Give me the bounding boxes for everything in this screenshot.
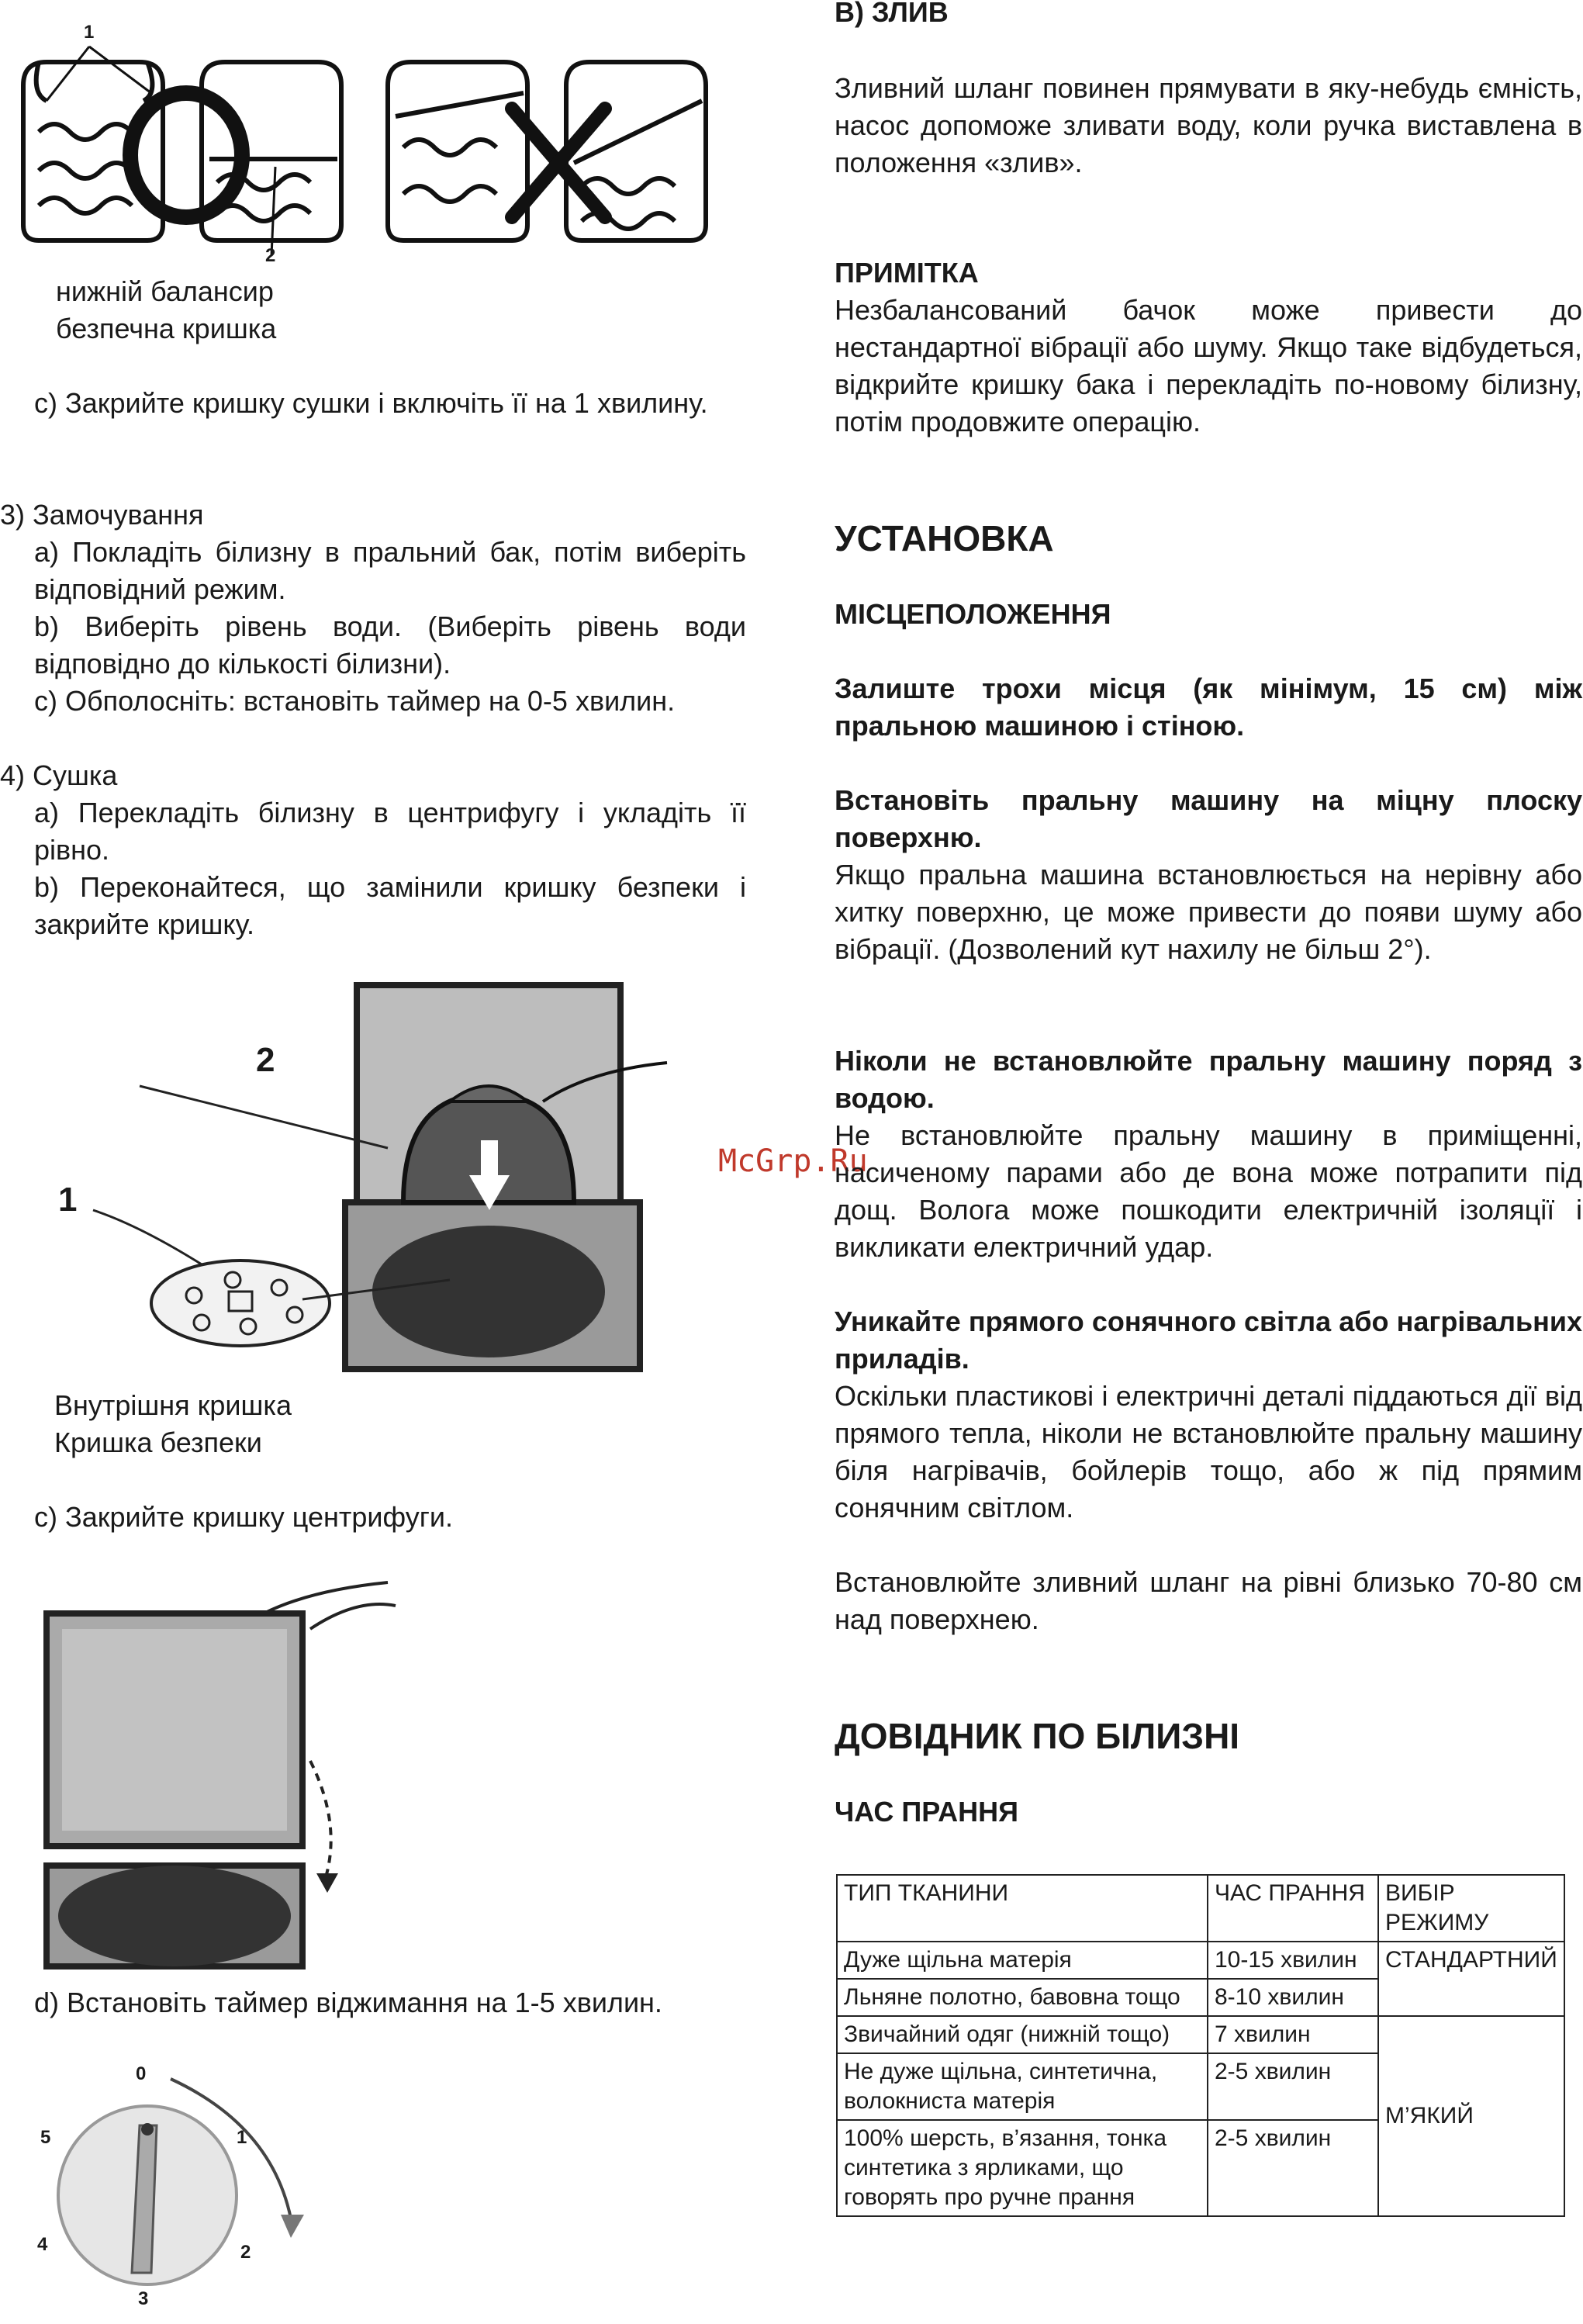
wash-time-grid [836, 1874, 1565, 2217]
cell-fabric: Не дуже щільна, синтетична, волокниста матерія [837, 2053, 1208, 2120]
guide-subtitle: ЧАС ПРАННЯ [835, 1796, 1018, 1828]
cell-time: 2-5 хвилин [1208, 2053, 1378, 2120]
dry-title: 4) Сушка [0, 759, 118, 791]
fig1-caption-balancer: нижній балансир [56, 275, 274, 307]
cell-time: 7 хвилин [1208, 2016, 1378, 2053]
install-p4-heading: Уникайте прямого сонячного світла або нагрівальних приладів. [835, 1306, 1582, 1375]
dry-step-b: b) Переконайтеся, що замінили кришку безпеки і закрийте кришку. [34, 871, 746, 940]
balancer-figure [16, 16, 714, 271]
cell-fabric: Дуже щільна матерія [837, 1942, 1208, 1979]
timer-dial-figure [23, 2056, 318, 2320]
install-p3-text: Не встановлюйте пральну машину в приміщенні, насиченому парами або де вона може потрапити під дощ. Волога може пошкодити електричній ізоляції і викликати електричний удар. [835, 1119, 1582, 1263]
soak-step-b: b) Виберіть рівень води. (Виберіть рівень води відповідно до кількості білизни). [34, 610, 746, 680]
balancer-label-1: 1 [84, 22, 95, 43]
location-title: МІСЦЕПОЛОЖЕННЯ [835, 598, 1111, 630]
soak-title: 3) Замочування [0, 499, 204, 531]
soak-step-a: a) Покладіть білизну в пральний бак, потім виберіть відповідний режим. [34, 536, 746, 605]
dial-mark-0: 0 [136, 2063, 147, 2084]
drain-title: B) ЗЛИВ [835, 0, 949, 28]
install-p2-text: Якщо пральна машина встановлюється на нерівну або хитку поверхню, це може привести до появи шуму або вібрації. (Дозволений кут нахилу не більш 2°). [835, 859, 1582, 965]
install-p2-heading: Встановіть пральну машину на міцну плоску поверхню. [835, 784, 1582, 853]
dial-mark-5: 5 [40, 2127, 51, 2148]
fig1-caption-lid: безпечна кришка [56, 313, 277, 344]
balancer-label-2: 2 [265, 245, 276, 266]
step-set-spin-timer: d) Встановіть таймер віджимання на 1-5 хвилин. [34, 1987, 662, 2018]
table-row [837, 2016, 1564, 2053]
header-mode: ВИБІР РЕЖИМУ [1378, 1875, 1564, 1942]
note-title: ПРИМІТКА [835, 257, 979, 289]
soak-step-c: c) Обполосніть: встановіть таймер на 0-5 хвилин. [34, 685, 676, 717]
dial-mark-1: 1 [237, 2127, 247, 2148]
step-close-spin-lid: c) Закрийте кришку центрифуги. [34, 1501, 453, 1533]
cell-mode-standard: СТАНДАРТНИЙ [1378, 1942, 1564, 2016]
cell-fabric: 100% шерсть, в’язання, тонка синтетика з ярликами, що говорять про ручне прання [837, 2120, 1208, 2216]
header-time: ЧАС ПРАННЯ [1208, 1875, 1378, 1942]
table-row [837, 1942, 1564, 1979]
fig2-caption-safety-lid: Кришка безпеки [54, 1427, 262, 1458]
close-lid-illustration [31, 1567, 403, 1978]
cell-time: 10-15 хвилин [1208, 1942, 1378, 1979]
dial-mark-3: 3 [138, 2288, 149, 2309]
note-text: Незбалансований бачок може привести до нестандартної вібрації або шуму. Якщо таке відбудеться, відкрийте кришку бака і перекладіть по-новому білизну, потім продовжите операцію. [835, 294, 1582, 437]
fig2-caption-inner-lid: Внутрішня кришка [54, 1389, 292, 1421]
guide-title: ДОВІДНИК ПО БІЛИЗНІ [835, 1716, 1240, 1756]
cell-time: 8-10 хвилин [1208, 1979, 1378, 2016]
drain-text: Зливний шланг повинен прямувати в яку-небудь ємність, насос допоможе зливати воду, коли ручка виставлена в положення «злив». [835, 72, 1582, 178]
cell-fabric: Льняне полотно, бавовна тощо [837, 1979, 1208, 2016]
balancer-illustration [16, 16, 714, 271]
install-p3-heading: Ніколи не встановлюйте пральну машину поряд з водою. [835, 1045, 1582, 1114]
spin-label-1: 1 [58, 1181, 78, 1219]
cell-time: 2-5 хвилин [1208, 2120, 1378, 2216]
header-fabric: ТИП ТКАНИНИ [837, 1875, 1208, 1942]
spin-lid-illustration [47, 977, 683, 1381]
watermark: McGrp.Ru [718, 1143, 868, 1179]
dial-mark-2: 2 [240, 2242, 251, 2263]
wash-time-table [836, 1874, 1565, 2217]
install-title: УСТАНОВКА [835, 518, 1054, 559]
cell-fabric: Звичайний одяг (нижній тощо) [837, 2016, 1208, 2053]
dry-step-a: a) Перекладіть білизну в центрифугу і укладіть її рівно. [34, 797, 746, 866]
install-p4-text: Оскільки пластикові і електричні деталі піддаються дії від прямого тепла, ніколи не встановлюйте пральну машину біля нагрівачів, бойлерів тощо, або ж під прямим сонячним світлом. [835, 1380, 1582, 1523]
table-header-row [837, 1875, 1564, 1942]
step-close-dryer-lid: c) Закрийте кришку сушки і включіть її на 1 хвилину. [34, 387, 708, 419]
install-p5-text: Встановлюйте зливний шланг на рівні близько 70-80 см над поверхнею. [835, 1566, 1582, 1635]
install-p1: Залиште трохи місця (як мінімум, 15 см) між пральною машиною і стіною. [835, 673, 1582, 742]
cell-mode-soft: М’ЯКИЙ [1378, 2016, 1564, 2216]
close-lid-figure [31, 1567, 403, 1978]
spin-label-2: 2 [256, 1041, 275, 1079]
dial-mark-4: 4 [37, 2234, 48, 2255]
timer-dial [23, 2056, 318, 2320]
spin-lid-figure [47, 977, 683, 1381]
